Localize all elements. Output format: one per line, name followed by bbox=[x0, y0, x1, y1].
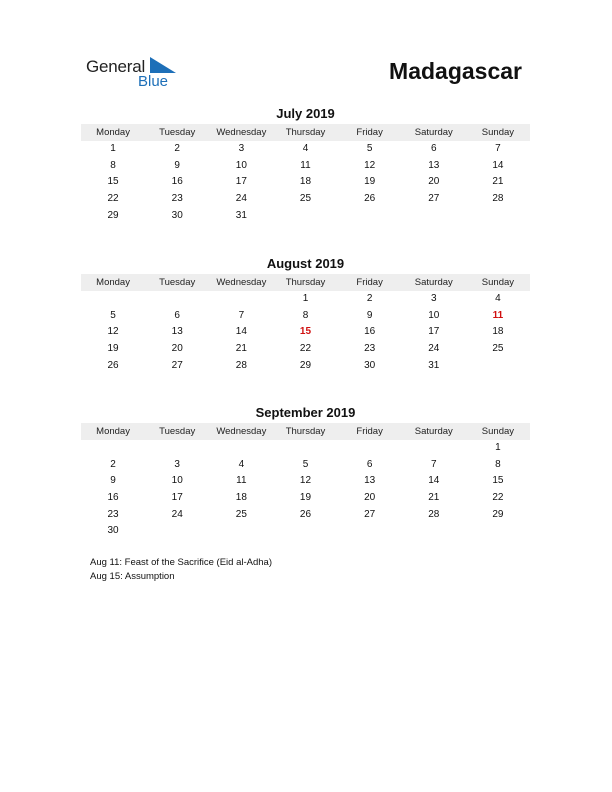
logo-blue-text: Blue bbox=[138, 73, 169, 90]
country-title: Madagascar bbox=[389, 58, 522, 84]
empty-day-cell bbox=[338, 440, 402, 457]
day-cell: 29 bbox=[492, 508, 504, 520]
day-cell: 24 bbox=[235, 193, 247, 205]
day-cell: 3 bbox=[174, 458, 180, 470]
day-cell: 16 bbox=[364, 326, 376, 338]
day-cell: 6 bbox=[174, 309, 180, 321]
logo-triangle-icon bbox=[150, 57, 176, 73]
month-september-2019 bbox=[81, 404, 530, 540]
day-cell: 7 bbox=[495, 143, 501, 154]
day-cell: 1 bbox=[110, 143, 116, 154]
weekday-label: Monday bbox=[96, 277, 130, 288]
day-cell: 5 bbox=[302, 458, 309, 470]
day-cell: 31 bbox=[428, 359, 440, 371]
day-cell: 28 bbox=[428, 508, 440, 520]
day-cell: 20 bbox=[171, 343, 183, 355]
day-cell: 10 bbox=[235, 159, 247, 171]
day-cell: 31 bbox=[235, 209, 247, 221]
day-cell: 28 bbox=[492, 193, 504, 205]
weekday-label: Saturday bbox=[414, 127, 453, 138]
day-cell: 30 bbox=[364, 359, 376, 371]
day-cell: 7 bbox=[430, 458, 437, 470]
empty-day-cell bbox=[402, 523, 466, 540]
day-cell: 17 bbox=[171, 492, 183, 504]
weekday-label: Tuesday bbox=[159, 426, 196, 437]
day-cell: 13 bbox=[364, 475, 376, 487]
day-cell: 15 bbox=[299, 326, 312, 338]
day-cell: 6 bbox=[430, 143, 437, 154]
weekday-label: Sunday bbox=[481, 426, 515, 437]
empty-day-cell bbox=[209, 291, 273, 308]
empty-day-cell bbox=[81, 291, 145, 308]
day-cell: 20 bbox=[428, 176, 440, 188]
day-cell: 26 bbox=[107, 359, 119, 371]
day-cell: 30 bbox=[107, 525, 119, 537]
empty-day-cell bbox=[81, 440, 145, 457]
day-cell: 14 bbox=[492, 159, 504, 171]
empty-day-cell bbox=[273, 208, 337, 225]
day-cell: 8 bbox=[302, 309, 309, 321]
holiday-note: Aug 11: Feast of the Sacrifice (Eid al-Adha) bbox=[90, 557, 272, 568]
empty-day-cell bbox=[273, 440, 337, 457]
day-cell: 17 bbox=[235, 176, 247, 188]
day-cell: 2 bbox=[110, 458, 116, 470]
month-title: July 2019 bbox=[276, 106, 335, 121]
weekday-label: Friday bbox=[356, 426, 383, 437]
day-cell: 15 bbox=[107, 176, 119, 188]
day-cell: 4 bbox=[238, 458, 245, 470]
weekday-label: Saturday bbox=[414, 426, 453, 437]
day-cell: 13 bbox=[171, 326, 183, 338]
day-cell: 14 bbox=[235, 326, 247, 338]
day-cell: 27 bbox=[171, 359, 183, 371]
empty-day-cell bbox=[209, 523, 273, 540]
weekday-label: Monday bbox=[96, 127, 130, 138]
day-cell: 29 bbox=[107, 209, 119, 221]
day-cell: 2 bbox=[366, 293, 373, 304]
holiday-note: Aug 15: Assumption bbox=[90, 571, 175, 582]
empty-day-cell bbox=[402, 440, 466, 457]
day-cell: 13 bbox=[428, 159, 440, 171]
day-cell: 5 bbox=[110, 309, 116, 321]
day-cell: 15 bbox=[492, 475, 504, 487]
day-cell: 27 bbox=[428, 193, 440, 205]
empty-day-cell bbox=[466, 208, 530, 225]
day-cell: 9 bbox=[110, 475, 116, 487]
empty-day-cell bbox=[209, 440, 273, 457]
weekday-label: Wednesday bbox=[216, 426, 267, 437]
day-cell: 12 bbox=[107, 326, 119, 338]
weekday-label: Friday bbox=[356, 277, 383, 288]
day-cell: 8 bbox=[495, 458, 501, 470]
day-cell: 18 bbox=[492, 326, 504, 338]
weekday-label: Saturday bbox=[414, 277, 453, 288]
day-cell: 1 bbox=[302, 293, 309, 304]
day-cell: 21 bbox=[235, 343, 247, 355]
day-cell: 1 bbox=[495, 442, 501, 453]
day-cell: 21 bbox=[428, 492, 440, 504]
day-cell: 26 bbox=[364, 193, 376, 205]
day-cell: 2 bbox=[174, 143, 180, 154]
month-title: September 2019 bbox=[255, 405, 356, 420]
day-cell: 23 bbox=[107, 508, 119, 520]
month-july-2019 bbox=[81, 105, 530, 224]
day-cell: 9 bbox=[366, 309, 373, 321]
weekday-label: Monday bbox=[96, 426, 130, 437]
day-cell: 21 bbox=[492, 176, 504, 188]
weekday-label: Tuesday bbox=[159, 277, 196, 288]
day-cell: 5 bbox=[366, 143, 373, 154]
weekday-label: Sunday bbox=[481, 277, 515, 288]
day-cell: 19 bbox=[364, 176, 376, 188]
empty-day-cell bbox=[273, 523, 337, 540]
day-cell: 24 bbox=[428, 343, 440, 355]
month-title: August 2019 bbox=[266, 256, 345, 271]
holiday-notes bbox=[90, 556, 272, 584]
day-cell: 25 bbox=[235, 508, 247, 520]
weekday-label: Sunday bbox=[481, 127, 515, 138]
day-cell: 10 bbox=[171, 475, 183, 487]
empty-day-cell bbox=[145, 523, 209, 540]
empty-day-cell bbox=[466, 358, 530, 375]
day-cell: 19 bbox=[107, 343, 119, 355]
weekday-label: Wednesday bbox=[216, 127, 267, 138]
day-cell: 4 bbox=[302, 143, 309, 154]
day-cell: 22 bbox=[107, 193, 119, 205]
empty-day-cell bbox=[466, 523, 530, 540]
weekday-label: Friday bbox=[356, 127, 383, 138]
day-cell: 30 bbox=[171, 209, 183, 221]
day-cell: 11 bbox=[300, 159, 311, 171]
logo-general-text: General bbox=[86, 57, 146, 76]
day-cell: 22 bbox=[299, 343, 312, 355]
day-cell: 18 bbox=[299, 176, 312, 188]
empty-day-cell bbox=[402, 208, 466, 225]
day-cell: 16 bbox=[107, 492, 119, 504]
weekday-header bbox=[81, 274, 530, 291]
day-cell: 23 bbox=[364, 343, 376, 355]
day-cell: 9 bbox=[174, 159, 180, 171]
month-august-2019 bbox=[81, 255, 530, 374]
empty-day-cell bbox=[145, 440, 209, 457]
weekday-label: Thursday bbox=[285, 127, 326, 138]
generalblue-logo bbox=[86, 57, 196, 91]
empty-day-cell bbox=[338, 208, 402, 225]
day-cell: 24 bbox=[171, 508, 183, 520]
day-cell: 28 bbox=[235, 359, 247, 371]
day-cell: 3 bbox=[430, 293, 437, 304]
day-cell: 11 bbox=[236, 475, 247, 487]
day-cell: 19 bbox=[299, 492, 312, 504]
day-cell: 6 bbox=[366, 458, 373, 470]
weekday-header bbox=[81, 124, 530, 141]
day-cell: 16 bbox=[171, 176, 183, 188]
day-grid bbox=[81, 440, 530, 540]
weekday-header bbox=[81, 423, 530, 440]
day-cell: 23 bbox=[171, 193, 183, 205]
day-cell: 26 bbox=[299, 508, 312, 520]
day-cell: 7 bbox=[238, 309, 245, 321]
empty-day-cell bbox=[145, 291, 209, 308]
day-cell: 29 bbox=[299, 359, 312, 371]
day-grid bbox=[81, 291, 530, 374]
weekday-label: Wednesday bbox=[216, 277, 267, 288]
weekday-label: Thursday bbox=[285, 277, 326, 288]
day-cell: 10 bbox=[428, 309, 440, 321]
day-cell: 12 bbox=[299, 475, 312, 487]
weekday-label: Tuesday bbox=[159, 127, 196, 138]
day-cell: 8 bbox=[110, 159, 116, 171]
day-cell: 4 bbox=[495, 293, 501, 304]
day-cell: 25 bbox=[299, 193, 312, 205]
day-cell: 22 bbox=[492, 492, 504, 504]
day-cell: 17 bbox=[428, 326, 440, 338]
day-grid bbox=[81, 141, 530, 224]
day-cell: 11 bbox=[492, 309, 504, 321]
day-cell: 12 bbox=[364, 159, 376, 171]
weekday-label: Thursday bbox=[285, 426, 326, 437]
day-cell: 14 bbox=[428, 475, 440, 487]
day-cell: 18 bbox=[235, 492, 247, 504]
day-cell: 27 bbox=[364, 508, 376, 520]
day-cell: 3 bbox=[238, 143, 245, 154]
empty-day-cell bbox=[338, 523, 402, 540]
day-cell: 20 bbox=[364, 492, 376, 504]
day-cell: 25 bbox=[492, 343, 504, 355]
